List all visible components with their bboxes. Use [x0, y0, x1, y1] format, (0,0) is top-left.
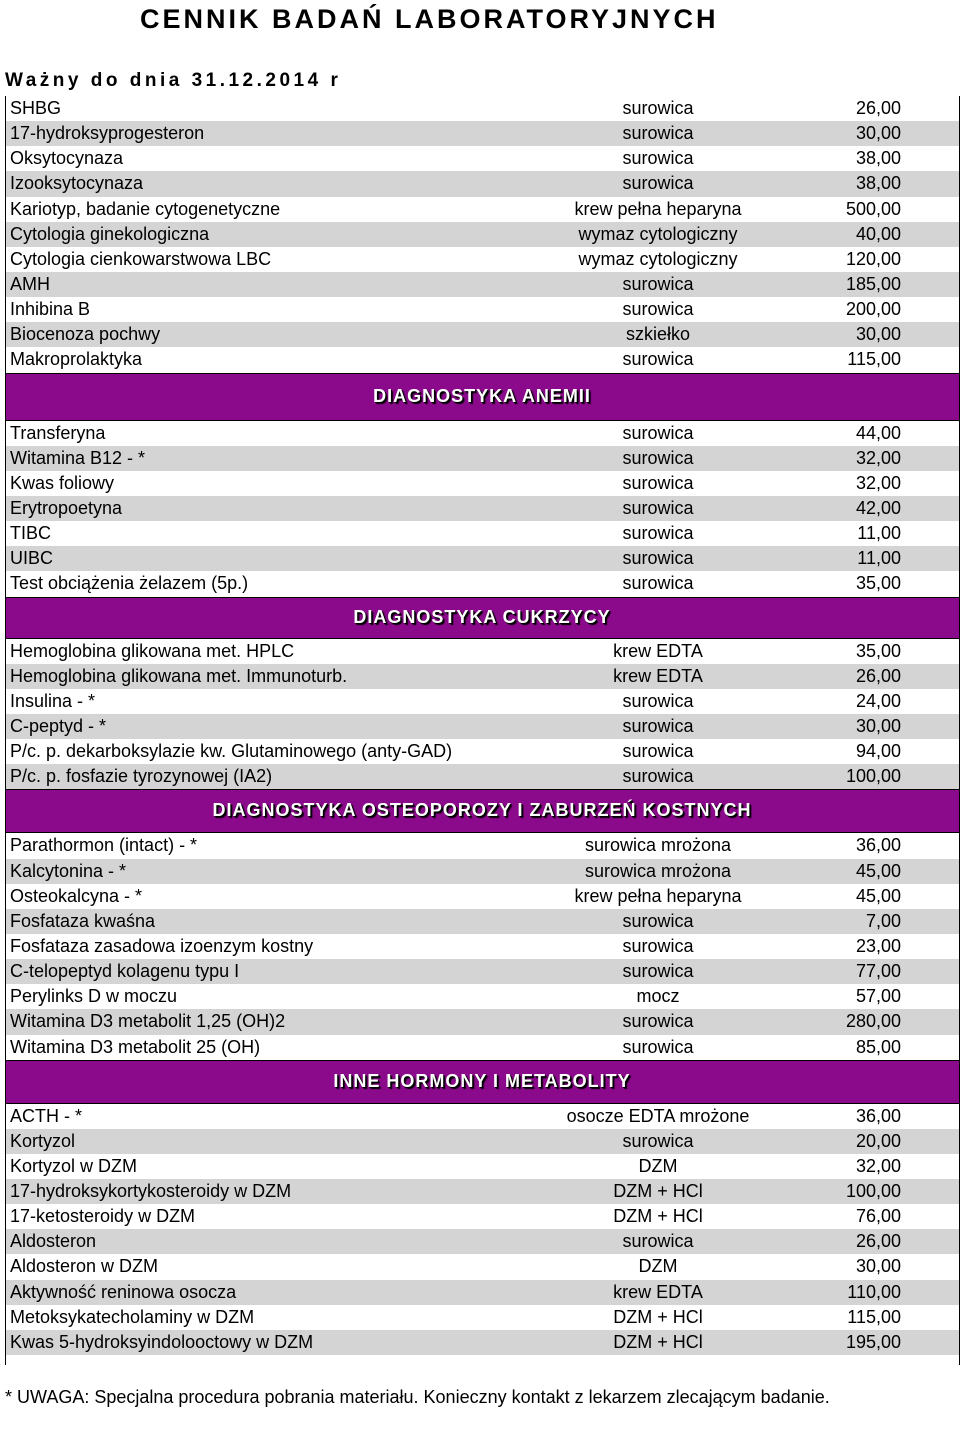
- test-price: 45,00: [855, 885, 901, 906]
- sample-material: surowica: [622, 422, 694, 443]
- test-name: P/c. p. fosfazie tyrozynowej (IA2): [10, 766, 273, 787]
- table-row: [6, 421, 959, 446]
- test-price: 100,00: [845, 1181, 901, 1202]
- price-table: [5, 96, 960, 1365]
- sample-material: osocze EDTA mrożone: [566, 1105, 750, 1126]
- section-header: [6, 789, 959, 833]
- test-price: 26,00: [855, 1231, 901, 1252]
- table-row: [6, 1104, 959, 1129]
- table-row: [6, 664, 959, 689]
- sample-material: DZM + HCl: [613, 1306, 703, 1327]
- test-price: 11,00: [857, 548, 901, 569]
- test-name: Kalcytonina - *: [10, 860, 127, 881]
- sample-material: surowica: [622, 523, 694, 544]
- test-name: Erytropoetyna: [10, 497, 123, 518]
- table-row: [6, 297, 959, 322]
- test-name: SHBG: [10, 98, 62, 118]
- test-name: C-telopeptyd kolagenu typu I: [10, 961, 240, 982]
- sample-material: surowica: [622, 173, 694, 194]
- test-name: 17-ketosteroidy w DZM: [10, 1206, 196, 1227]
- table-row: [6, 272, 959, 297]
- test-name: Aldosteron w DZM: [10, 1256, 159, 1277]
- section-title: INNE HORMONY I METABOLITY: [333, 1070, 631, 1091]
- table-end-spacer: [6, 1355, 959, 1365]
- test-name: Biocenoza pochwy: [10, 324, 161, 345]
- table-row: [6, 121, 959, 146]
- table-row: [6, 1254, 959, 1279]
- test-price: 110,00: [847, 1281, 901, 1302]
- sample-material: surowica: [622, 573, 694, 594]
- test-price: 24,00: [855, 690, 901, 711]
- test-price: 35,00: [855, 640, 901, 661]
- test-price: 94,00: [855, 741, 901, 762]
- sample-material: krew pełna heparyna: [574, 198, 742, 219]
- test-name: 17-hydroksykortykosteroidy w DZM: [10, 1181, 292, 1202]
- sample-material: wymaz cytologiczny: [578, 223, 738, 244]
- table-row: [6, 222, 959, 247]
- sample-material: surowica: [622, 349, 694, 370]
- test-price: 32,00: [855, 1155, 901, 1176]
- sample-material: DZM + HCl: [613, 1331, 703, 1352]
- table-row: [6, 764, 959, 789]
- table-row: [6, 859, 959, 884]
- sample-material: surowica: [622, 715, 694, 736]
- test-price: 44,00: [855, 422, 901, 443]
- table-row: [6, 689, 959, 714]
- test-price: 20,00: [855, 1130, 901, 1151]
- footnote: * UWAGA: Specjalna procedura pobrania materiału. Konieczny kontakt z lekarzem zlecającym badanie.: [5, 1387, 830, 1407]
- test-price: 120,00: [845, 248, 901, 269]
- sample-material: wymaz cytologiczny: [578, 248, 738, 269]
- test-name: Oksytocynaza: [10, 148, 124, 169]
- sample-material: DZM + HCl: [613, 1181, 703, 1202]
- sample-material: surowica: [622, 1231, 694, 1252]
- test-name: Cytologia cienkowarstwowa LBC: [10, 248, 272, 269]
- table-row: [6, 959, 959, 984]
- sample-material: mocz: [636, 986, 680, 1007]
- table-row: [6, 1305, 959, 1330]
- test-name: Kortyzol: [10, 1130, 76, 1151]
- table-row: [6, 1204, 959, 1229]
- table-row: [6, 1035, 959, 1060]
- test-name: Transferyna: [10, 422, 106, 443]
- test-price: 45,00: [855, 860, 901, 881]
- table-row: [6, 247, 959, 272]
- table-row: [6, 1280, 959, 1305]
- test-name: Witamina B12 - *: [10, 447, 146, 468]
- sample-material: szkiełko: [625, 324, 691, 345]
- table-row: [6, 1330, 959, 1355]
- test-name: Izooksytocynaza: [10, 173, 144, 194]
- test-price: 100,00: [845, 766, 901, 787]
- test-name: Cytologia ginekologiczna: [10, 223, 210, 244]
- sample-material: surowica: [622, 910, 694, 931]
- test-price: 30,00: [855, 1256, 901, 1277]
- table-row: [6, 1009, 959, 1034]
- table-row: [6, 1179, 959, 1204]
- test-price: 30,00: [855, 123, 901, 144]
- test-name: TIBC: [10, 523, 52, 544]
- test-name: Perylinks D w moczu: [10, 986, 178, 1007]
- test-price: 11,00: [857, 523, 901, 544]
- test-name: Witamina D3 metabolit 1,25 (OH)2: [10, 1011, 286, 1032]
- section-title: DIAGNOSTYKA ANEMII: [373, 385, 591, 406]
- test-price: 42,00: [855, 497, 901, 518]
- table-row: [6, 714, 959, 739]
- table-row: [6, 571, 959, 596]
- table-row: [6, 521, 959, 546]
- test-name: Aktywność reninowa osocza: [10, 1281, 237, 1302]
- table-row: [6, 146, 959, 171]
- table-row: [6, 833, 959, 858]
- test-price: 36,00: [855, 1105, 901, 1126]
- test-name: 17-hydroksyprogesteron: [10, 123, 205, 144]
- sample-material: surowica: [622, 1036, 694, 1057]
- table-row: [6, 984, 959, 1009]
- sample-material: krew pełna heparyna: [574, 885, 742, 906]
- test-name: AMH: [10, 273, 50, 294]
- table-row: [6, 1229, 959, 1254]
- test-name: Witamina D3 metabolit 25 (OH): [10, 1036, 261, 1057]
- sample-material: surowica: [622, 766, 694, 787]
- sample-material: surowica: [622, 299, 694, 320]
- test-price: 7,00: [865, 910, 901, 931]
- test-name: Kwas foliowy: [10, 472, 115, 493]
- sample-material: surowica: [622, 497, 694, 518]
- sample-material: surowica: [622, 1130, 694, 1151]
- table-row: [6, 1154, 959, 1179]
- test-price: 57,00: [855, 986, 901, 1007]
- table-row: [6, 739, 959, 764]
- table-row: [6, 197, 959, 222]
- test-price: 32,00: [855, 472, 901, 493]
- section-title: DIAGNOSTYKA OSTEOPOROZY I ZABURZEŃ KOSTNYCH: [212, 800, 752, 821]
- sample-material: surowica: [622, 98, 694, 118]
- test-name: Osteokalcyna - *: [10, 885, 143, 906]
- section-header: [6, 373, 959, 421]
- sample-material: DZM: [638, 1155, 678, 1176]
- test-name: Metoksykatecholaminy w DZM: [10, 1306, 255, 1327]
- test-name: Parathormon (intact) - *: [10, 835, 198, 856]
- table-row: [6, 639, 959, 664]
- test-name: Fosfataza zasadowa izoenzym kostny: [10, 935, 314, 956]
- table-row: [6, 546, 959, 571]
- test-price: 500,00: [845, 198, 901, 219]
- sample-material: krew EDTA: [613, 1281, 703, 1302]
- validity-date: Ważny do dnia 31.12.2014 r: [5, 70, 342, 91]
- test-price: 23,00: [855, 935, 901, 956]
- sample-material: surowica: [622, 935, 694, 956]
- test-name: P/c. p. dekarboksylazie kw. Glutaminowego (anty-GAD): [10, 741, 453, 762]
- section-title: DIAGNOSTYKA CUKRZYCY: [353, 606, 611, 627]
- test-price: 200,00: [845, 299, 901, 320]
- table-row: [6, 347, 959, 372]
- test-name: Makroprolaktyka: [10, 349, 143, 370]
- sample-material: DZM + HCl: [613, 1206, 703, 1227]
- test-name: Kariotyp, badanie cytogenetyczne: [10, 198, 281, 219]
- sample-material: DZM: [638, 1256, 678, 1277]
- test-name: Insulina - *: [10, 690, 96, 711]
- test-price: 26,00: [855, 665, 901, 686]
- table-row: [6, 884, 959, 909]
- table-row: [6, 934, 959, 959]
- test-name: Hemoglobina glikowana met. HPLC: [10, 640, 295, 661]
- table-row: [6, 322, 959, 347]
- document-title: CENNIK BADAŃ LABORATORYJNYCH: [140, 4, 719, 34]
- test-price: 38,00: [855, 173, 901, 194]
- sample-material: surowica: [622, 548, 694, 569]
- test-price: 280,00: [845, 1011, 901, 1032]
- test-price: 115,00: [847, 1306, 901, 1327]
- sample-material: surowica: [622, 148, 694, 169]
- test-price: 40,00: [855, 223, 901, 244]
- test-name: Inhibina B: [10, 299, 91, 320]
- test-price: 38,00: [855, 148, 901, 169]
- test-price: 76,00: [855, 1206, 901, 1227]
- test-price: 32,00: [855, 447, 901, 468]
- test-price: 26,00: [855, 98, 901, 118]
- table-row: [6, 96, 959, 121]
- test-name: UIBC: [10, 548, 54, 569]
- test-price: 35,00: [855, 573, 901, 594]
- sample-material: surowica: [622, 447, 694, 468]
- sample-material: surowica mrożona: [584, 860, 732, 881]
- sample-material: surowica: [622, 123, 694, 144]
- test-price: 30,00: [855, 715, 901, 736]
- sample-material: surowica mrożona: [584, 835, 732, 856]
- sample-material: surowica: [622, 690, 694, 711]
- test-name: Kwas 5-hydroksyindolooctowy w DZM: [10, 1331, 314, 1352]
- sample-material: surowica: [622, 741, 694, 762]
- sample-material: krew EDTA: [613, 665, 703, 686]
- table-row: [6, 171, 959, 196]
- test-name: Test obciążenia żelazem (5p.): [10, 573, 249, 594]
- test-name: Aldosteron: [10, 1231, 97, 1252]
- test-price: 185,00: [845, 273, 901, 294]
- table-row: [6, 496, 959, 521]
- sample-material: krew EDTA: [613, 640, 703, 661]
- table-row: [6, 446, 959, 471]
- test-price: 30,00: [855, 324, 901, 345]
- section-header: [6, 1060, 959, 1104]
- sample-material: surowica: [622, 472, 694, 493]
- test-name: ACTH - *: [10, 1105, 82, 1126]
- sample-material: surowica: [622, 273, 694, 294]
- test-price: 85,00: [855, 1036, 901, 1057]
- test-price: 77,00: [855, 961, 901, 982]
- table-row: [6, 909, 959, 934]
- table-row: [6, 471, 959, 496]
- test-price: 195,00: [845, 1331, 901, 1352]
- test-name: Hemoglobina glikowana met. Immunoturb.: [10, 665, 348, 686]
- sample-material: surowica: [622, 961, 694, 982]
- test-name: C-peptyd - *: [10, 715, 107, 736]
- test-price: 115,00: [847, 349, 901, 370]
- table-row: [6, 1129, 959, 1154]
- sample-material: surowica: [622, 1011, 694, 1032]
- section-header: [6, 597, 959, 639]
- test-name: Kortyzol w DZM: [10, 1155, 138, 1176]
- test-name: Fosfataza kwaśna: [10, 910, 156, 931]
- test-price: 36,00: [855, 835, 901, 856]
